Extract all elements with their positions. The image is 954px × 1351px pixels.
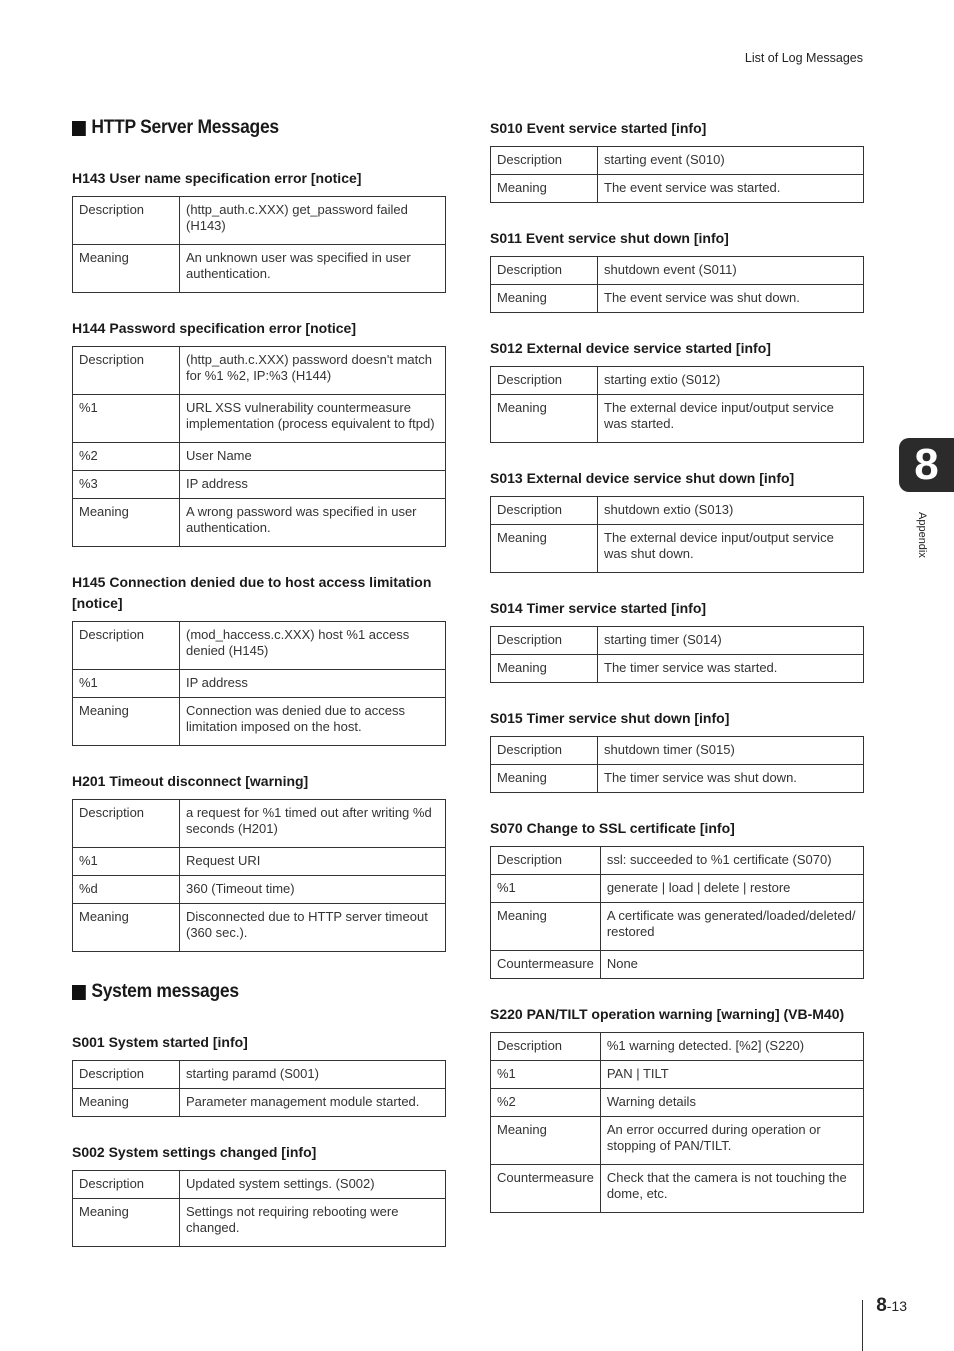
message-table [72,346,446,547]
row-key: %2 [73,443,180,471]
row-key: Description [73,622,180,670]
message-heading: S070 Change to SSL certificate [info] [490,820,735,836]
msg-block [72,771,446,952]
page-number-minor: -13 [886,1298,907,1314]
row-value: Request URI [180,848,446,876]
row-value: (http_auth.c.XXX) password doesn't match for %1 %2, IP:%3 (H144) [180,347,446,395]
table-row [73,443,446,471]
message-table [490,146,864,203]
table-row [73,347,446,395]
message-heading: H145 Connection denied due to host access limitation [notice] [72,574,432,611]
table-row [491,525,864,573]
msg-block [490,228,864,313]
row-key: Description [73,800,180,848]
row-key: Meaning [491,525,598,573]
row-key: Meaning [73,1199,180,1247]
table-row [491,257,864,285]
row-value: An error occurred during operation or stopping of PAN/TILT. [600,1117,863,1165]
row-key: Description [491,1033,601,1061]
table-row [491,1061,864,1089]
row-value: Settings not requiring rebooting were changed. [180,1199,446,1247]
row-key: Description [73,1171,180,1199]
section-title-text: HTTP Server Messages [91,117,279,138]
table-row [73,1171,446,1199]
row-key: Description [73,1061,180,1089]
table-row [491,627,864,655]
table-row [73,499,446,547]
section-title-system [72,978,416,1006]
chapter-side-label: Appendix [916,512,928,558]
message-heading: S011 Event service shut down [info] [490,230,729,246]
section-title-http [72,114,416,142]
table-row [73,1061,446,1089]
row-key: Description [491,847,601,875]
message-table [72,799,446,952]
table-row [491,765,864,793]
message-heading: H201 Timeout disconnect [warning] [72,773,309,789]
row-value: starting event (S010) [598,147,864,175]
table-row [491,1033,864,1061]
row-key: Countermeasure [491,1165,601,1213]
msg-block [490,818,864,979]
row-key: Description [491,497,598,525]
row-key: %d [73,876,180,904]
row-value: Warning details [600,1089,863,1117]
table-row [491,951,864,979]
table-row [491,875,864,903]
row-value: Check that the camera is not touching the dome, etc. [600,1165,863,1213]
msg-block [72,572,446,746]
row-value: User Name [180,443,446,471]
row-value: shutdown extio (S013) [598,497,864,525]
message-table [72,621,446,746]
right-column [490,118,864,1238]
table-row [491,903,864,951]
message-heading: S001 System started [info] [72,1034,248,1050]
row-value: (http_auth.c.XXX) get_password failed (H143) [180,197,446,245]
row-value: starting paramd (S001) [180,1061,446,1089]
table-row [73,622,446,670]
row-value: The external device input/output service was started. [598,395,864,443]
table-row [491,1089,864,1117]
table-row [491,147,864,175]
row-key: %2 [491,1089,601,1117]
row-key: Meaning [491,285,598,313]
row-value: shutdown event (S011) [598,257,864,285]
message-table [490,366,864,443]
table-row [491,497,864,525]
msg-block [72,168,446,293]
row-key: Countermeasure [491,951,601,979]
table-row [73,904,446,952]
row-value: starting timer (S014) [598,627,864,655]
table-row [73,245,446,293]
table-row [73,1089,446,1117]
table-row [491,737,864,765]
row-key: Meaning [73,1089,180,1117]
message-heading: S014 Timer service started [info] [490,600,707,616]
row-value: shutdown timer (S015) [598,737,864,765]
message-heading: S010 Event service started [info] [490,120,707,136]
row-key: Description [491,367,598,395]
table-row [73,395,446,443]
message-heading: S015 Timer service shut down [info] [490,710,730,726]
chapter-tab: 8 [899,438,954,492]
table-row [73,670,446,698]
row-value: 360 (Timeout time) [180,876,446,904]
section-title-text: System messages [91,981,239,1002]
table-row [491,285,864,313]
row-value: %1 warning detected. [%2] (S220) [600,1033,863,1061]
section-square-icon [72,121,86,136]
message-heading: S013 External device service shut down [info] [490,470,795,486]
message-table [72,1060,446,1117]
row-key: Meaning [73,245,180,293]
table-row [73,800,446,848]
row-key: %1 [73,395,180,443]
row-value: starting extio (S012) [598,367,864,395]
row-key: Description [491,737,598,765]
row-key: Description [73,347,180,395]
message-table [490,846,864,979]
msg-block [490,598,864,683]
left-column [72,114,446,1272]
row-key: %1 [491,875,601,903]
row-value: PAN | TILT [600,1061,863,1089]
table-row [491,655,864,683]
msg-block [490,118,864,203]
row-key: Meaning [73,698,180,746]
row-value: generate | load | delete | restore [600,875,863,903]
table-row [491,367,864,395]
row-key: Meaning [491,1117,601,1165]
table-row [491,175,864,203]
row-key: Description [491,257,598,285]
message-table [490,496,864,573]
row-value: An unknown user was specified in user authentication. [180,245,446,293]
message-heading: H144 Password specification error [notice] [72,320,356,336]
message-heading: S220 PAN/TILT operation warning [warning] (VB-M40) [490,1006,845,1022]
row-value: The timer service was shut down. [598,765,864,793]
message-table [72,196,446,293]
page-number [876,1295,907,1317]
row-value: The event service was shut down. [598,285,864,313]
msg-block [490,338,864,443]
row-key: Description [491,147,598,175]
msg-block [490,468,864,573]
section-square-icon [72,985,86,1000]
row-value: Connection was denied due to access limitation imposed on the host. [180,698,446,746]
row-value: IP address [180,670,446,698]
row-key: Meaning [491,903,601,951]
table-row [73,698,446,746]
row-key: %1 [73,848,180,876]
message-heading: S002 System settings changed [info] [72,1144,317,1160]
message-table [490,736,864,793]
message-table [490,1032,864,1213]
table-row [491,847,864,875]
row-value: A certificate was generated/loaded/deleted/ restored [600,903,863,951]
row-key: Meaning [73,499,180,547]
row-value: The timer service was started. [598,655,864,683]
row-key: Description [73,197,180,245]
row-value: ssl: succeeded to %1 certificate (S070) [600,847,863,875]
message-heading: S012 External device service started [info] [490,340,771,356]
row-key: Description [491,627,598,655]
running-header: List of Log Messages [744,51,863,65]
row-key: Meaning [73,904,180,952]
row-key: Meaning [491,765,598,793]
table-row [491,1165,864,1213]
row-value: URL XSS vulnerability countermeasure implementation (process equivalent to ftpd) [180,395,446,443]
msg-block [490,708,864,793]
row-value: A wrong password was specified in user authentication. [180,499,446,547]
msg-block [490,1004,864,1213]
msg-block [72,318,446,547]
row-value: Parameter management module started. [180,1089,446,1117]
row-value: Updated system settings. (S002) [180,1171,446,1199]
msg-block [72,1032,446,1117]
row-key: %1 [491,1061,601,1089]
table-row [73,471,446,499]
page-number-rule [862,1300,863,1351]
row-key: Meaning [491,175,598,203]
row-value: IP address [180,471,446,499]
message-table [490,256,864,313]
row-value: (mod_haccess.c.XXX) host %1 access denied (H145) [180,622,446,670]
row-key: %3 [73,471,180,499]
row-value: The event service was started. [598,175,864,203]
table-row [73,876,446,904]
table-row [73,848,446,876]
row-value: The external device input/output service was shut down. [598,525,864,573]
table-row [73,197,446,245]
table-row [491,395,864,443]
row-value: None [600,951,863,979]
table-row [491,1117,864,1165]
msg-block [72,1142,446,1247]
row-value: Disconnected due to HTTP server timeout (360 sec.). [180,904,446,952]
row-value: a request for %1 timed out after writing %d seconds (H201) [180,800,446,848]
table-row [73,1199,446,1247]
message-heading: H143 User name specification error [notice] [72,170,362,186]
message-table [72,1170,446,1247]
row-key: Meaning [491,655,598,683]
row-key: %1 [73,670,180,698]
page-number-major: 8 [876,1295,887,1316]
message-table [490,626,864,683]
row-key: Meaning [491,395,598,443]
